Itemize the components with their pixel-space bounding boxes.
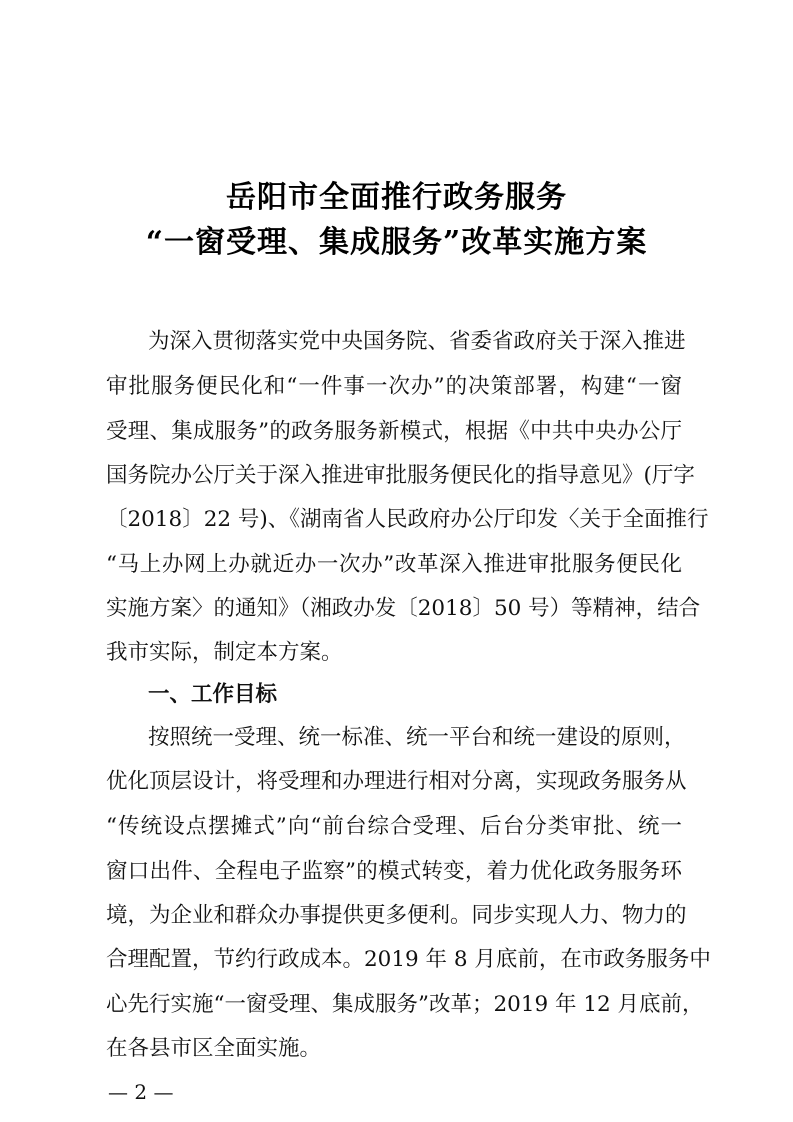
intro-line-2: 审批服务便民化和“一件事一次办”的决策部署，构建“一窗	[106, 374, 682, 399]
section1-line-8: 在各县市区全面实施。	[106, 1036, 322, 1061]
intro-line-6: “马上办网上办就近办一次办”改革深入推进审批服务便民化	[106, 552, 682, 577]
document-title-line-1: 岳阳市全面推行政务服务	[226, 180, 567, 215]
section1-line-7: 心先行实施“一窗受理、集成服务”改革；2019 年 12 月底前，	[106, 992, 704, 1017]
intro-line-8: 我市实际，制定本方案。	[106, 640, 343, 665]
intro-line-4: 国务院办公厅关于深入推进审批服务便民化的指导意见》(厅字	[106, 463, 695, 488]
section1-line-5: 境，为企业和群众办事提供更多便利。同步实现人力、物力的	[106, 903, 687, 928]
section1-line-2: 优化顶层设计，将受理和办理进行相对分离，实现政务服务从	[106, 769, 687, 794]
intro-line-7: 实施方案〉的通知》（湘政办发〔2018〕50 号）等精神，结合	[106, 596, 701, 621]
page-number: — 2 —	[108, 1080, 174, 1104]
document-title-line-2: “一窗受理、集成服务”改革实施方案	[145, 225, 648, 260]
section1-line-3: “传统设点摆摊式”向“前台综合受理、后台分类审批、统一	[106, 814, 682, 839]
intro-line-1: 为深入贯彻落实党中央国务院、省委省政府关于深入推进	[148, 329, 686, 354]
intro-line-5: 〔2018〕22 号)、《湖南省人民政府办公厅印发〈关于全面推行	[106, 507, 709, 532]
section1-line-6: 合理配置，节约行政成本。2019 年 8 月底前，在市政务服务中	[106, 947, 711, 972]
section-heading: 一、工作目标	[148, 682, 278, 707]
section1-line-4: 窗口出件、全程电子监察”的模式转变，着力优化政务服务环	[106, 859, 682, 884]
section1-line-1: 按照统一受理、统一标准、统一平台和统一建设的原则，	[148, 725, 686, 750]
intro-line-3: 受理、集成服务”的政务服务新模式，根据《中共中央办公厅	[106, 419, 682, 444]
